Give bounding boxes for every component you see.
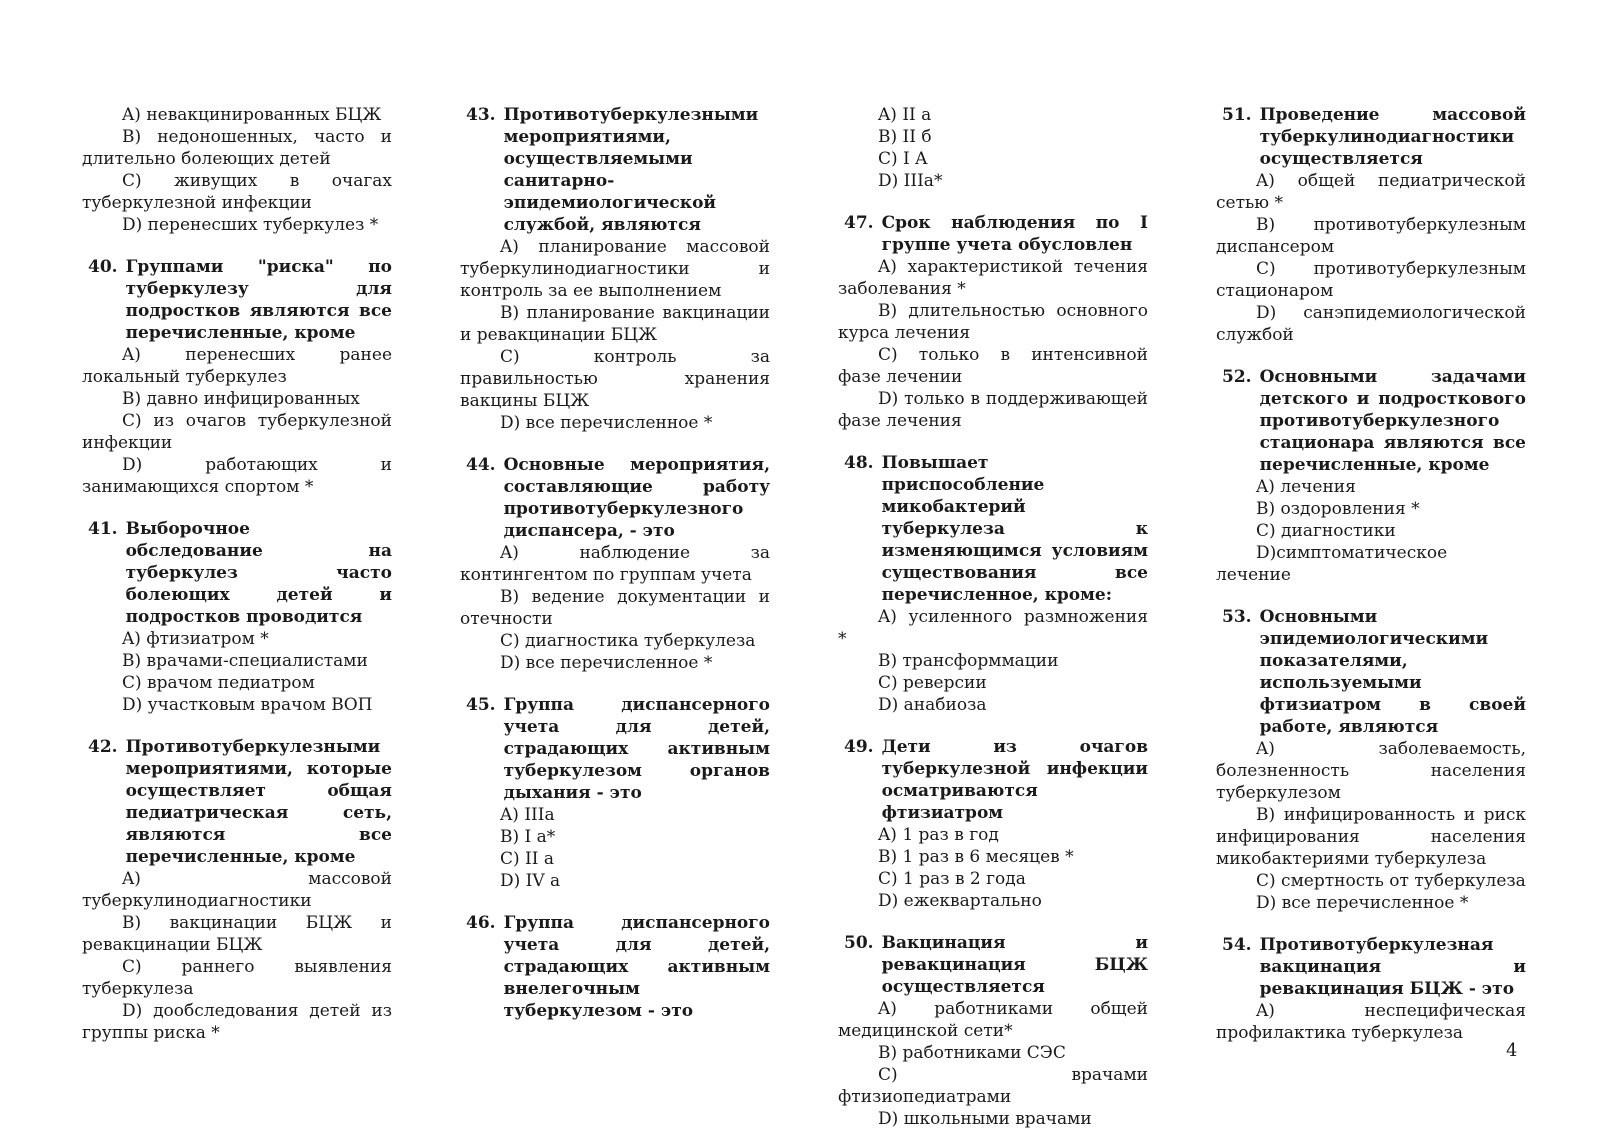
question-number: 51. [1222, 105, 1252, 125]
answer-option: A) массовой туберкулинодиагностики [82, 869, 392, 911]
answer-option: C) смертность от туберкулеза [1256, 871, 1526, 891]
question-text: Повышает приспособление микобактерий туберкулеза к изменяющимся условиям существования все перечисленное, кроме: [881, 453, 1148, 605]
question-continuation [82, 104, 392, 236]
question-block [838, 932, 1148, 1130]
answer-option: D)симптоматическое лечение [1216, 543, 1448, 585]
question-number: 53. [1222, 607, 1252, 627]
answer-option: C) раннего выявления туберкулеза [82, 957, 392, 999]
column-2 [460, 104, 770, 1022]
answer-option: C) II a [500, 849, 555, 869]
question-number: 44. [466, 455, 496, 475]
answer-option: A) наблюдение за контингентом по группам учета [460, 543, 770, 585]
question-block [460, 104, 770, 434]
question-title [82, 518, 392, 628]
answer-option: C) только в интенсивной фазе лечении [838, 345, 1148, 387]
question-text: Основные мероприятия, составляющие работу противотуберкулезного диспансера, - это [503, 455, 770, 541]
answer-option: B) I a* [500, 827, 556, 847]
question-title [838, 932, 1148, 998]
answer-option: D) все перечисленное * [500, 653, 713, 673]
answer-option: D) анабиоза [878, 695, 987, 715]
answer-option: B) II б [878, 127, 932, 147]
question-block [838, 212, 1148, 432]
question-block [1216, 104, 1526, 346]
question-number: 54. [1222, 935, 1252, 955]
column-4 [1216, 104, 1526, 1044]
question-text: Проведение массовой туберкулинодиагностики осуществляется [1259, 105, 1526, 169]
answer-option: C) живущих в очагах туберкулезной инфекции [82, 171, 392, 213]
answer-option: D) IIIa* [878, 171, 943, 191]
answer-option: B) врачами-специалистами [122, 651, 368, 671]
question-block [82, 736, 392, 1044]
answer-option: D) все перечисленное * [1256, 893, 1469, 913]
answer-option: C) контроль за правильностью хранения вакцины БЦЖ [460, 347, 770, 411]
answer-option: C) диагностики [1256, 521, 1396, 541]
question-title [1216, 606, 1526, 738]
answer-option: C) врачами фтизиопедиатрами [838, 1065, 1148, 1107]
answer-option: A) IIIa [500, 805, 555, 825]
question-text: Группа диспансерного учета для детей, страдающих активным внелегочным туберкулезом - это [503, 913, 770, 1021]
question-block [82, 518, 392, 716]
question-text: Основными задачами детского и подросткового противотуберкулезного стационара являются все перечисленные, кроме [1259, 367, 1526, 475]
question-number: 48. [844, 453, 874, 473]
answer-option: B) ведение документации и отечности [460, 587, 770, 629]
column-3 [838, 104, 1148, 1130]
answer-option: C) диагностика туберкулеза [500, 631, 756, 651]
answer-option: D) IV a [500, 871, 561, 891]
question-block [838, 736, 1148, 912]
page-number: 4 [1506, 1040, 1518, 1061]
question-title [838, 736, 1148, 824]
question-number: 41. [88, 519, 118, 539]
question-number: 50. [844, 933, 874, 953]
question-text: Группами "риска" по туберкулезу для подростков являются все перечисленные, кроме [125, 257, 392, 343]
answer-option: A) общей педиатрической сетью * [1216, 171, 1526, 213]
question-block [460, 454, 770, 674]
question-title [460, 104, 770, 236]
question-number: 42. [88, 737, 118, 757]
answer-option: B) противотуберкулезным диспансером [1216, 215, 1526, 257]
question-text: Срок наблюдения по I группе учета обусловлен [881, 213, 1148, 255]
answer-option: C) реверсии [878, 673, 987, 693]
answer-option: A) перенесших ранее локальный туберкулез [82, 345, 392, 387]
question-number: 52. [1222, 367, 1252, 387]
answer-option: C) 1 раз в 2 года [878, 869, 1026, 889]
question-title [460, 912, 770, 1022]
question-title [82, 256, 392, 344]
question-title [838, 212, 1148, 256]
question-title [1216, 366, 1526, 476]
question-text: Группа диспансерного учета для детей, страдающих активным туберкулезом органов дыхания - это [503, 695, 770, 803]
answer-option: A) заболеваемость, болезненность населения туберкулезом [1216, 739, 1526, 803]
question-text: Противотуберкулезными мероприятиями, осуществляемыми санитарно-эпидемиологической службой, являются [503, 105, 759, 235]
answer-option: B) вакцинации БЦЖ и ревакцинации БЦЖ [82, 913, 392, 955]
answer-option: D) все перечисленное * [500, 413, 713, 433]
answer-option: D) дообследования детей из группы риска * [82, 1001, 392, 1043]
question-number: 45. [466, 695, 496, 715]
question-block [1216, 366, 1526, 586]
question-block [1216, 934, 1526, 1044]
answer-option: C) противотуберкулезным стационаром [1216, 259, 1526, 301]
answer-option: D) санэпидемиологической службой [1216, 303, 1526, 345]
question-number: 40. [88, 257, 118, 277]
question-title [82, 736, 392, 868]
answer-option: A) планирование массовой туберкулинодиагностики и контроль за ее выполнением [460, 237, 770, 301]
question-title [1216, 934, 1526, 1000]
answer-option: B) длительностью основного курса лечения [838, 301, 1148, 343]
answer-option: A) фтизиатром * [122, 629, 269, 649]
question-text: Основными эпидемиологическими показателями, используемыми фтизиатром в своей работе, являются [1259, 607, 1526, 737]
question-text: Вакцинация и ревакцинация БЦЖ осуществляется [881, 933, 1148, 997]
question-text: Дети из очагов туберкулезной инфекции осматриваются фтизиатром [881, 737, 1148, 823]
question-title [460, 694, 770, 804]
question-text: Противотуберкулезными мероприятиями, которые осуществляет общая педиатрическая сеть, являются все перечисленные, кроме [125, 737, 392, 867]
answer-option: B) недоношенных, часто и длительно болеющих детей [82, 127, 392, 169]
question-number: 46. [466, 913, 496, 933]
question-block [838, 452, 1148, 716]
answer-option: A) неспецифическая профилактика туберкулеза [1216, 1001, 1526, 1043]
answer-option: D) школьными врачами [878, 1109, 1092, 1129]
question-title [1216, 104, 1526, 170]
answer-option: B) давно инфицированных [122, 389, 360, 409]
answer-option: B) 1 раз в 6 месяцев * [878, 847, 1074, 867]
answer-option: A) усиленного размножения * [838, 607, 1148, 649]
question-number: 49. [844, 737, 874, 757]
answer-option: D) только в поддерживающей фазе лечения [838, 389, 1148, 431]
question-block [460, 912, 770, 1022]
answer-option: C) из очагов туберкулезной инфекции [82, 411, 392, 453]
answer-option: B) планирование вакцинации и ревакцинации БЦЖ [460, 303, 770, 345]
answer-option: D) участковым врачом ВОП [122, 695, 373, 715]
answer-option: A) 1 раз в год [878, 825, 999, 845]
answer-option: B) оздоровления * [1256, 499, 1420, 519]
answer-option: D) ежеквартально [878, 891, 1042, 911]
answer-option: D) перенесших туберкулез * [122, 215, 379, 235]
question-continuation [838, 104, 1148, 192]
question-title [838, 452, 1148, 606]
answer-option: B) инфицированность и риск инфицирования населения микобактериями туберкулеза [1216, 805, 1526, 869]
question-text: Противотуберкулезная вакцинация и ревакцинация БЦЖ - это [1259, 935, 1526, 999]
answer-option: A) лечения [1256, 477, 1356, 497]
question-text: Выборочное обследование на туберкулез часто болеющих детей и подростков проводится [125, 519, 392, 627]
answer-option: A) характеристикой течения заболевания * [838, 257, 1148, 299]
answer-option: A) невакцинированных БЦЖ [122, 105, 382, 125]
answer-option: C) I A [878, 149, 928, 169]
answer-option: A) работниками общей медицинской сети* [838, 999, 1148, 1041]
question-block [82, 256, 392, 498]
answer-option: D) работающих и занимающихся спортом * [82, 455, 392, 497]
answer-option: B) работниками СЭС [878, 1043, 1066, 1063]
column-1 [82, 104, 392, 1044]
question-number: 43. [466, 105, 496, 125]
answer-option: A) II a [878, 105, 932, 125]
question-block [1216, 606, 1526, 914]
question-number: 47. [844, 213, 874, 233]
question-block [460, 694, 770, 892]
answer-option: B) трансформмации [878, 651, 1059, 671]
question-title [460, 454, 770, 542]
answer-option: C) врачом педиатром [122, 673, 315, 693]
